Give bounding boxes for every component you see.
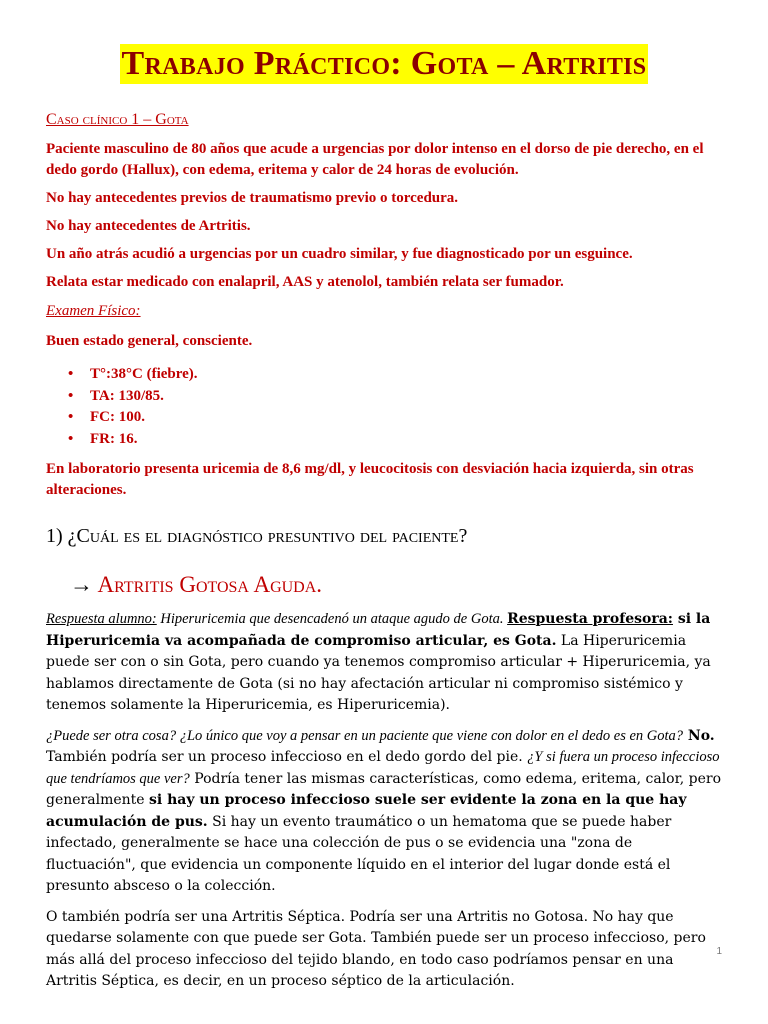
question-italic: ¿Y si fuera un proceso infeccioso que tendríamos que ver? <box>46 749 720 787</box>
vitals-list <box>46 364 722 450</box>
lab-results: En laboratorio presenta uricemia de 8,6 mg/dl, y leucocitosis con desviación hacia izquierda, sin otras alteraciones. <box>46 461 694 498</box>
case-paragraph: Un año atrás acudió a urgencias por un cuadro similar, y fue diagnosticado por un esguince. <box>46 246 633 262</box>
case-paragraph: No hay antecedentes previos de traumatismo previo o torcedura. <box>46 190 459 206</box>
title-wrap <box>46 0 722 84</box>
case-title: Caso clínico 1 – Gota <box>46 111 189 128</box>
vital-item: • FC: 100. <box>90 407 722 429</box>
exam-title: Examen Físico: <box>46 303 141 319</box>
paragraph-text: Podría tener las mismas características, como edema, eritema, calor, pero generalmente <box>46 770 722 808</box>
paragraph-septic-arthritis: O también podría ser una Artritis Séptica. Podría ser una Artritis no Gotosa. No hay que quedarse solamente con que puede ser Gota. También puede ser un proceso infeccioso, pero más allá del proceso infeccioso del tejido blando, en todo caso podríamos pensar en una Artritis Séptica, es decir, en un proceso séptico de la articulación. <box>46 908 706 989</box>
answer-text: Artritis Gotosa Aguda. <box>97 572 323 597</box>
bold-no: No. <box>683 727 715 744</box>
vital-item: • FR: 16. <box>90 429 722 451</box>
exam-general: Buen estado general, consciente. <box>46 333 253 349</box>
arrow-icon: → <box>70 572 93 597</box>
paragraph-text: Si hay un evento traumático o un hematoma que se puede haber infectado, generalmente se hace una colección de pus o se evidencia una "zona de fluctuación", que evidencia un componente líquido en el interior del lugar donde está el presunto absceso o la colección. <box>46 813 672 894</box>
paragraph-differential <box>46 726 722 898</box>
paragraph-student-answer <box>46 609 722 717</box>
bold-statement: si hay un proceso infeccioso suele ser evidente la zona en la que hay acumulación de pus. <box>46 792 687 830</box>
question-1: 1) ¿Cuál es el diagnóstico presuntivo del paciente? <box>46 525 468 547</box>
vital-item: • TA: 130/85. <box>90 386 722 408</box>
case-paragraph: No hay antecedentes de Artritis. <box>46 218 251 234</box>
case-paragraph: Relata estar medicado con enalapril, AAS y atenolol, también relata ser fumador. <box>46 274 564 290</box>
paragraph-text: También podría ser un proceso infeccioso en el dedo gordo del pie. <box>46 749 528 765</box>
vital-item: • T°:38°C (fiebre). <box>90 364 722 386</box>
answer-heading <box>70 571 722 599</box>
student-answer: Hiperuricemia que desencadenó un ataque agudo de Gota. <box>156 611 508 627</box>
case-paragraph: Paciente masculino de 80 años que acude a urgencias por dolor intenso en el dorso de pie derecho, en el dedo gordo (Hallux), con edema, eritema y calor de 24 horas de evolución. <box>46 141 704 178</box>
student-label: Respuesta alumno: <box>46 611 157 627</box>
paragraph-text: La Hiperuricemia puede ser con o sin Gota, pero cuando ya tenemos compromiso articular + Hiperuricemia, ya hablamos directamente de Gota (si no hay afectación articular ni compromiso sistémico y tenemos solamente la Hiperuricemia, es Hiperuricemia). <box>46 632 711 713</box>
question-italic: ¿Puede ser otra cosa? ¿Lo único que voy a pensar en un paciente que viene con dolor en el dedo es en Gota? <box>46 727 684 744</box>
page-title: Trabajo Práctico: Gota – Artritis <box>121 45 647 82</box>
professor-label: Respuesta profesora: <box>507 611 673 627</box>
professor-answer: si la Hiperuricemia va acompañada de compromiso articular, es Gota. <box>46 611 711 649</box>
page-number: 1 <box>716 946 722 957</box>
